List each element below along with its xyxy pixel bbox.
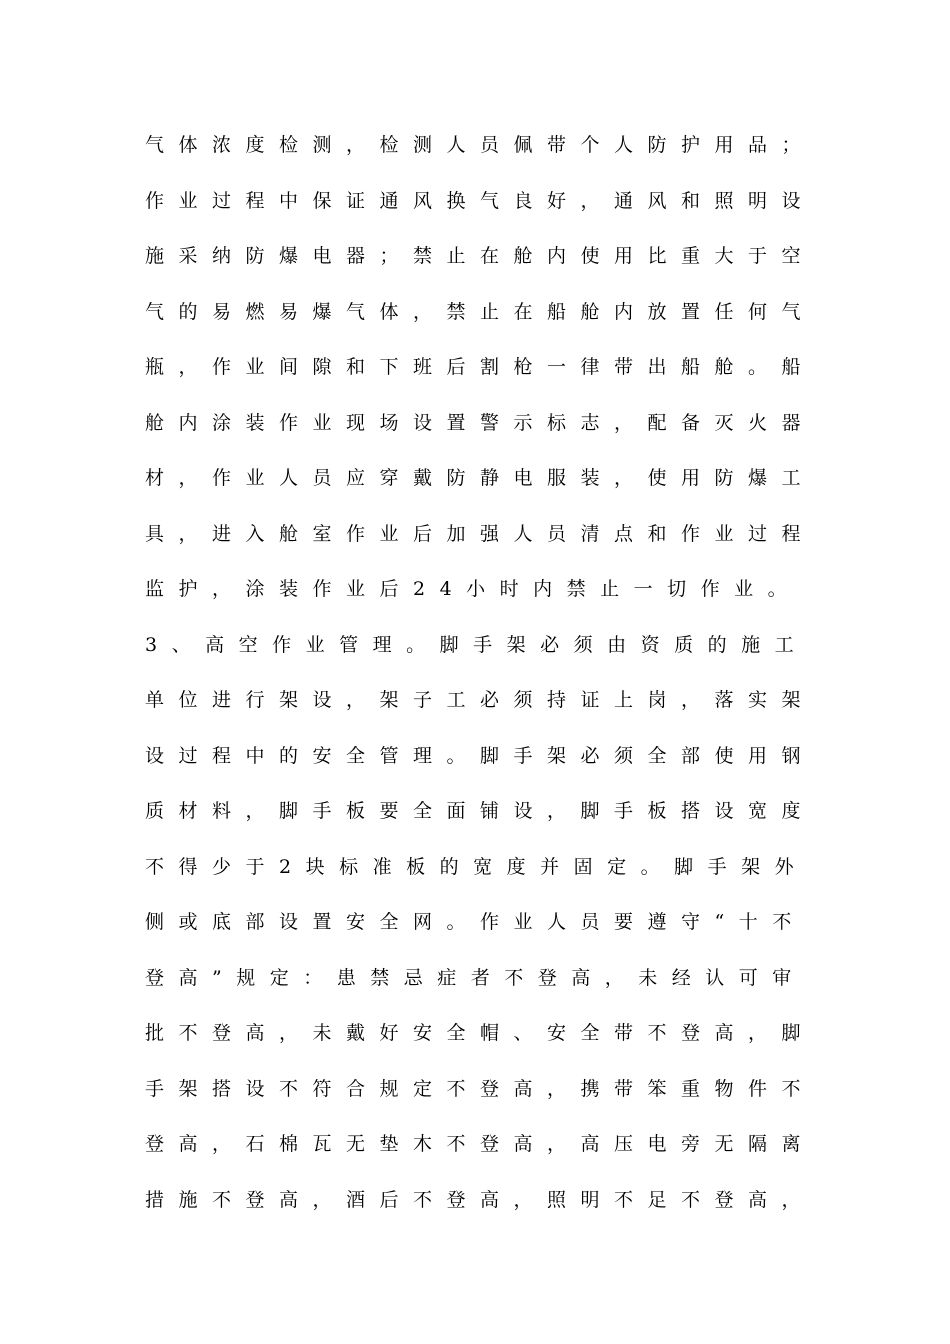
body-text <box>145 126 816 1236</box>
text-line: 侧或底部设置安全网。作业人员要遵守“十不 <box>145 911 806 933</box>
text-line: 气的易燃易爆气体，禁止在船舱内放置任何气 <box>145 300 816 323</box>
text-line: 登高，石棉瓦无垫木不登高，高压电旁无隔离 <box>145 1133 816 1155</box>
text-line: 批不登高，未戴好安全帽、安全带不登高，脚 <box>145 1022 816 1044</box>
text-line: 舱内涂装作业现场设置警示标志，配备灭火器 <box>145 411 816 434</box>
text-line: 施采纳防爆电器；禁止在舱内使用比重大于空 <box>145 245 816 267</box>
text-line: 瓶，作业间隙和下班后割枪一律带出船舱。船 <box>145 356 816 378</box>
text-line: 单位进行架设，架子工必须持证上岗，落实架 <box>145 689 816 711</box>
text-line: 设过程中的安全管理。脚手架必须全部使用钢 <box>145 744 816 767</box>
text-line: 措施不登高，酒后不登高，照明不足不登高， <box>145 1188 816 1211</box>
text-line: 作业过程中保证通风换气良好，通风和照明设 <box>145 189 816 212</box>
text-line: 质材料，脚手板要全面铺设，脚手板搭设宽度 <box>145 800 816 822</box>
text-line: 气体浓度检测，检测人员佩带个人防护用品； <box>145 134 816 156</box>
text-line: 登高”规定：患禁忌症者不登高，未经认可审 <box>145 966 806 989</box>
text-line: 不得少于2块标准板的宽度并固定。脚手架外 <box>145 855 809 878</box>
text-line: 手架搭设不符合规定不登高，携带笨重物件不 <box>145 1077 816 1100</box>
text-line: 3、高空作业管理。脚手架必须由资质的施工 <box>145 633 809 656</box>
text-line: 材，作业人员应穿戴防静电服装，使用防爆工 <box>145 467 816 489</box>
text-line: 具，进入舱室作业后加强人员清点和作业过程 <box>145 522 816 545</box>
text-line: 监护，涂装作业后24小时内禁止一切作业。 <box>145 578 802 600</box>
